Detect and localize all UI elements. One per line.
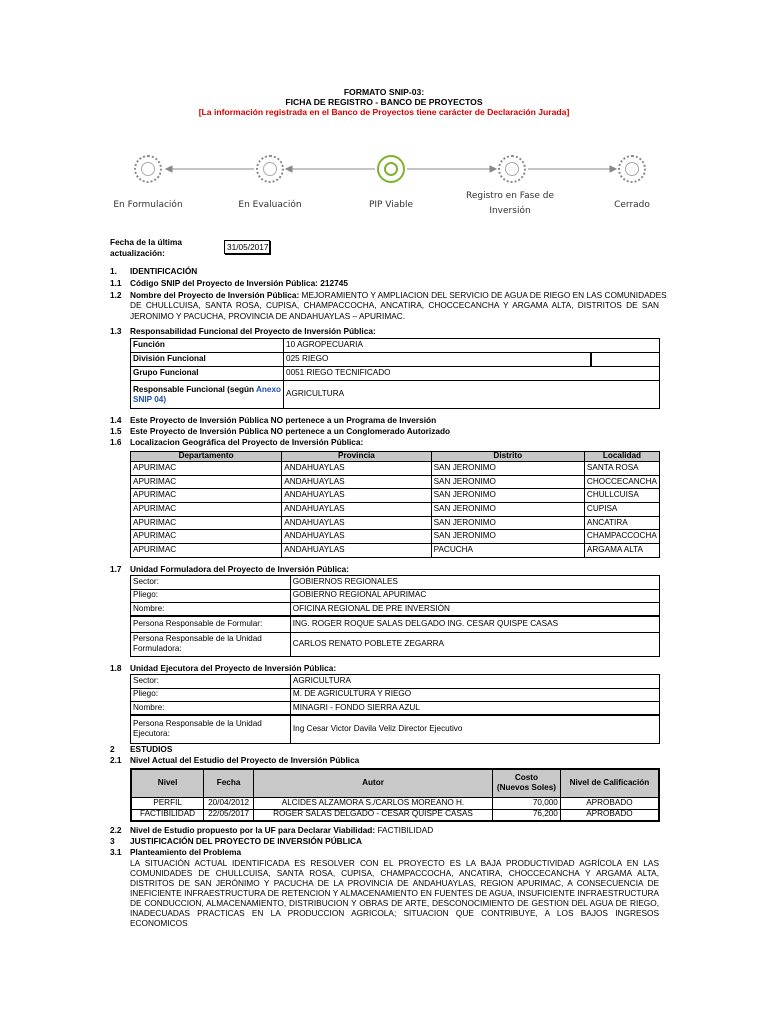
step-cerrado-icon bbox=[618, 155, 646, 183]
uf-sector-value: GOBIERNOS REGIONALES bbox=[290, 576, 659, 590]
grupo-label: Grupo Funcional bbox=[131, 367, 284, 381]
table-row bbox=[131, 462, 660, 476]
cell: CHOCCECANCHA bbox=[584, 475, 659, 489]
item-2-2-number: 2.2 bbox=[110, 825, 122, 835]
section-3-number: 3 bbox=[110, 836, 115, 846]
problem-line-4: INEFICIENTE INFRAESTRUCTURA DE RETENCION Y ALMACENAMIENTO EN FUENTES DE AGUA, INSUFICIENTE INFRAESTRUCTURA bbox=[130, 888, 659, 898]
cell: APROBADO bbox=[560, 809, 659, 821]
cell: ANCATIRA bbox=[584, 516, 659, 530]
cell: APURIMAC bbox=[131, 462, 282, 476]
anexo-link[interactable]: Anexo bbox=[255, 384, 282, 394]
col-distrito: Distrito bbox=[431, 452, 584, 462]
location-title: Localizacion Geográfica del Proyecto de Inversión Pública: bbox=[130, 437, 364, 447]
cell: CHULLCUISA bbox=[584, 489, 659, 503]
project-name-label: Nombre del Proyecto de Inversión Pública: bbox=[130, 290, 300, 300]
proposed-level bbox=[130, 825, 433, 835]
ue-pliego-label: Pliego: bbox=[131, 688, 291, 702]
project-name-line-3: JERONIMO Y PACUCHA, PROVINCIA DE ANDAHUAYLAS – APURIMAC. bbox=[130, 311, 406, 321]
cell: PERFIL bbox=[131, 797, 204, 809]
cell: SAN JERONIMO bbox=[431, 530, 584, 544]
step-label-evaluacion: En Evaluación bbox=[238, 200, 302, 210]
cell: ALCIDES ALZAMORA S./CARLOS MOREANO H. bbox=[254, 797, 493, 809]
cell: ANDAHUAYLAS bbox=[282, 544, 431, 558]
col-calificacion: Nivel de Calificación bbox=[560, 769, 659, 797]
conglomerado-note: Este Proyecto de Inversión Pública NO pertenece a un Conglomerado Autorizado bbox=[130, 426, 451, 436]
progress-arrows bbox=[0, 0, 768, 230]
programa-note: Este Proyecto de Inversión Pública NO pertenece a un Programa de Inversión bbox=[130, 415, 437, 425]
formulator-title: Unidad Formuladora del Proyecto de Inversión Pública: bbox=[130, 564, 349, 574]
cell: APURIMAC bbox=[131, 516, 282, 530]
cell: ANDAHUAYLAS bbox=[282, 530, 431, 544]
declaration-note: [La información registrada en el Banco de Proyectos tiene carácter de Declaración Jurada] bbox=[198, 107, 570, 117]
section-3-title: JUSTIFICACIÓN DEL PROYECTO DE INVERSIÓN PÚBLICA bbox=[130, 836, 363, 846]
cell: APURIMAC bbox=[131, 489, 282, 503]
ue-pliego-value: M. DE AGRICULTURA Y RIEGO bbox=[290, 688, 659, 702]
ue-sector-value: AGRICULTURA bbox=[290, 675, 659, 689]
update-label-2: actualización: bbox=[110, 248, 165, 258]
table-row bbox=[131, 503, 660, 517]
executor-title: Unidad Ejecutora del Proyecto de Inversión Pública: bbox=[130, 663, 337, 673]
step-label-registro: Registro en Fase de Inversión bbox=[466, 191, 554, 216]
item-2-1-number: 2.1 bbox=[110, 755, 122, 765]
section-1-title: IDENTIFICACIÓN bbox=[130, 266, 198, 276]
col-localidad: Localidad bbox=[584, 452, 659, 462]
location-table bbox=[130, 451, 660, 558]
cell: 20/04/2012 bbox=[204, 797, 254, 809]
ue-responsable-label-b: Ejecutora: bbox=[133, 729, 170, 739]
cell: APURIMAC bbox=[131, 503, 282, 517]
cell: APURIMAC bbox=[131, 475, 282, 489]
item-1-5-number: 1.5 bbox=[110, 426, 122, 436]
uf-nombre-label: Nombre: bbox=[131, 603, 291, 617]
cell: 22/05/2017 bbox=[204, 809, 254, 821]
item-1-1-number: 1.1 bbox=[110, 278, 122, 288]
cell: SAN JERONIMO bbox=[431, 475, 584, 489]
cell: APURIMAC bbox=[131, 530, 282, 544]
section-2-number: 2 bbox=[110, 744, 115, 754]
item-1-8-number: 1.8 bbox=[110, 663, 122, 673]
cell: ANDAHUAYLAS bbox=[282, 503, 431, 517]
grupo-value: 0051 RIEGO TECNIFICADO bbox=[284, 367, 660, 381]
table-row bbox=[131, 809, 659, 821]
update-date: 31/05/2017 bbox=[224, 240, 270, 254]
col-departamento: Departamento bbox=[131, 452, 282, 462]
cell: SAN JERONIMO bbox=[431, 489, 584, 503]
cell: ANDAHUAYLAS bbox=[282, 516, 431, 530]
project-name-text-a: MEJORAMIENTO Y AMPLIACION DEL SERVICIO DE AGUA DE RIEGO EN LAS COMUNIDADES bbox=[301, 290, 667, 300]
cell: SANTA ROSA bbox=[584, 462, 659, 476]
uf-responsable-label-b: Formuladora: bbox=[133, 644, 182, 653]
section-2-title: ESTUDIOS bbox=[130, 744, 173, 754]
col-nivel: Nivel bbox=[131, 769, 204, 797]
cell: CUPISA bbox=[584, 503, 659, 517]
step-viable-icon bbox=[377, 155, 405, 183]
cell: ANDAHUAYLAS bbox=[282, 462, 431, 476]
executor-table bbox=[130, 674, 660, 744]
division-label: División Funcional bbox=[131, 353, 284, 367]
item-1-4-number: 1.4 bbox=[110, 415, 122, 425]
problem-line-5: DE CONDUCCION, ALMACENAMIENTO, DISTRIBUCION Y OBRAS DE ARTE, DESCONOCIMIENTO DE GESTION DEL AGUA DE RIEGO, bbox=[130, 898, 659, 908]
responsable-label bbox=[131, 381, 284, 409]
item-1-6-number: 1.6 bbox=[110, 437, 122, 447]
table-row bbox=[131, 489, 660, 503]
section-1-number: 1. bbox=[110, 266, 117, 276]
uf-responsable-label-a: Persona Responsable de la Unidad bbox=[133, 634, 262, 643]
funcion-value: 10 AGROPECUARIA bbox=[284, 339, 660, 353]
uf-sector-label: Sector: bbox=[131, 576, 291, 590]
ue-responsable-label-a: Persona Responsable de la Unidad bbox=[133, 719, 262, 729]
division-value: 025 RIEGO bbox=[284, 353, 592, 367]
ue-responsable-value: Ing Cesar Victor Davila Veliz Director Ejecutivo bbox=[290, 715, 659, 743]
proposed-level-label: Nivel de Estudio propuesto por la UF para Declarar Viabilidad: bbox=[130, 825, 376, 835]
problem-line-2: COMUNIDADES DE CHULLCUISA, SANTA ROSA, CUPISA, CHAMPACCOCHA, ANCATIRA, CHOCCECANCHA Y ARGAMA ALTA, bbox=[130, 868, 659, 878]
col-autor: Autor bbox=[254, 769, 493, 797]
uf-pliego-value: GOBIERNO REGIONAL APURIMAC bbox=[290, 589, 659, 603]
formulator-table bbox=[130, 575, 660, 657]
problem-title: Planteamiento del Problema bbox=[130, 847, 242, 857]
uf-formulador-label: Persona Responsable de Formular: bbox=[131, 616, 291, 632]
step-label-viable: PIP Viable bbox=[368, 200, 414, 210]
step-label-formulacion: En Formulación bbox=[113, 200, 183, 210]
col-costo bbox=[492, 769, 560, 797]
cell: PACUCHA bbox=[431, 544, 584, 558]
study-level-title: Nivel Actual del Estudio del Proyecto de Inversión Pública bbox=[130, 755, 360, 765]
cell: ROGER SALAS DELGADO - CESAR QUISPE CASAS bbox=[254, 809, 493, 821]
funcion-label: Función bbox=[131, 339, 284, 353]
responsable-label-text: Responsable Funcional (según bbox=[133, 384, 256, 394]
step-label-cerrado: Cerrado bbox=[614, 200, 650, 210]
cell: SAN JERONIMO bbox=[431, 503, 584, 517]
ue-nombre-label: Nombre: bbox=[131, 702, 291, 716]
table-row bbox=[131, 516, 660, 530]
ue-nombre-value: MINAGRI - FONDO SIERRA AZUL bbox=[290, 702, 659, 716]
uf-formulador-value: ING. ROGER ROQUE SALAS DELGADO ING. CESAR QUISPE CASAS bbox=[290, 616, 659, 632]
responsable-value: AGRICULTURA bbox=[284, 381, 660, 409]
problem-line-3: DISTRITOS DE SAN JERÓNIMO Y PACUCHA DE LA PROVINCIA DE ANDAHUAYLAS, REGION APURIMAC, A CONSECUENCIA DE bbox=[130, 878, 659, 888]
item-1-7-number: 1.7 bbox=[110, 564, 122, 574]
functional-responsibility-title: Responsabilidad Funcional del Proyecto de Inversión Pública: bbox=[130, 326, 376, 336]
update-label-1: Fecha de la última bbox=[110, 237, 182, 247]
problem-line-6: INADECUADAS PRACTICAS EN LA PRODUCCION AGRICOLA; SITUACION QUE CONTRIBUYE, A LOS BAJOS INGRESOS ECONOMICOS bbox=[130, 908, 659, 929]
step-formulacion-icon bbox=[134, 155, 162, 183]
table-row bbox=[131, 530, 660, 544]
cell: SAN JERONIMO bbox=[431, 516, 584, 530]
col-fecha: Fecha bbox=[204, 769, 254, 797]
project-name-line-2: DE CHULLCUISA, SANTA ROSA, CUPISA, CHAMPACCOCHA, ANCATIRA, CHOCCECANCHA Y ARGAMA ALTA, DISTRITOS DE SAN bbox=[130, 300, 659, 310]
division-extra-cell bbox=[591, 353, 659, 367]
col-costo-b: (Nuevos Soles) bbox=[496, 783, 556, 793]
cell: ANDAHUAYLAS bbox=[282, 489, 431, 503]
functional-table bbox=[130, 338, 660, 409]
cell: FACTIBILIDAD bbox=[131, 809, 204, 821]
anexo-link-2[interactable]: SNIP 04) bbox=[133, 394, 167, 404]
proposed-level-value: FACTIBILIDAD bbox=[377, 825, 434, 835]
problem-line-1: LA SITUACIÓN ACTUAL IDENTIFICADA ES RESOLVER CON EL PROYECTO ES LA BAJA PRODUCTIVIDAD AGRÍCOLA EN LAS bbox=[130, 858, 659, 868]
uf-responsable-label bbox=[131, 632, 291, 656]
cell: SAN JERONIMO bbox=[431, 462, 584, 476]
cell: APURIMAC bbox=[131, 544, 282, 558]
snip-code: Código SNIP del Proyecto de Inversión Pública: 212745 bbox=[130, 278, 348, 288]
project-name-line-1 bbox=[130, 290, 667, 300]
cell: ARGAMA ALTA bbox=[584, 544, 659, 558]
ue-sector-label: Sector: bbox=[131, 675, 291, 689]
step-registro-icon bbox=[498, 155, 526, 183]
item-1-3-number: 1.3 bbox=[110, 326, 122, 336]
cell: 70,000 bbox=[492, 797, 560, 809]
cell: APROBADO bbox=[560, 797, 659, 809]
item-1-2-number: 1.2 bbox=[110, 290, 122, 300]
uf-nombre-value: OFICINA REGIONAL DE PRE INVERSIÓN bbox=[290, 603, 659, 617]
form-title: FICHA DE REGISTRO - BANCO DE PROYECTOS bbox=[285, 97, 483, 107]
cell: ANDAHUAYLAS bbox=[282, 475, 431, 489]
table-row bbox=[131, 475, 660, 489]
uf-pliego-label: Pliego: bbox=[131, 589, 291, 603]
progress-track bbox=[0, 0, 768, 230]
table-row bbox=[131, 797, 659, 809]
col-costo-a: Costo bbox=[514, 773, 539, 783]
cell: 76,200 bbox=[492, 809, 560, 821]
uf-responsable-value: CARLOS RENATO POBLETE ZEGARRA bbox=[290, 632, 659, 656]
item-3-1-number: 3.1 bbox=[110, 847, 122, 857]
form-code: FORMATO SNIP-03: bbox=[343, 87, 425, 97]
ue-responsable-label bbox=[131, 715, 291, 743]
study-table bbox=[130, 768, 660, 822]
step-evaluacion-icon bbox=[256, 155, 284, 183]
table-row bbox=[131, 544, 660, 558]
cell: CHAMPACCOCHA bbox=[584, 530, 659, 544]
col-provincia: Provincia bbox=[282, 452, 431, 462]
